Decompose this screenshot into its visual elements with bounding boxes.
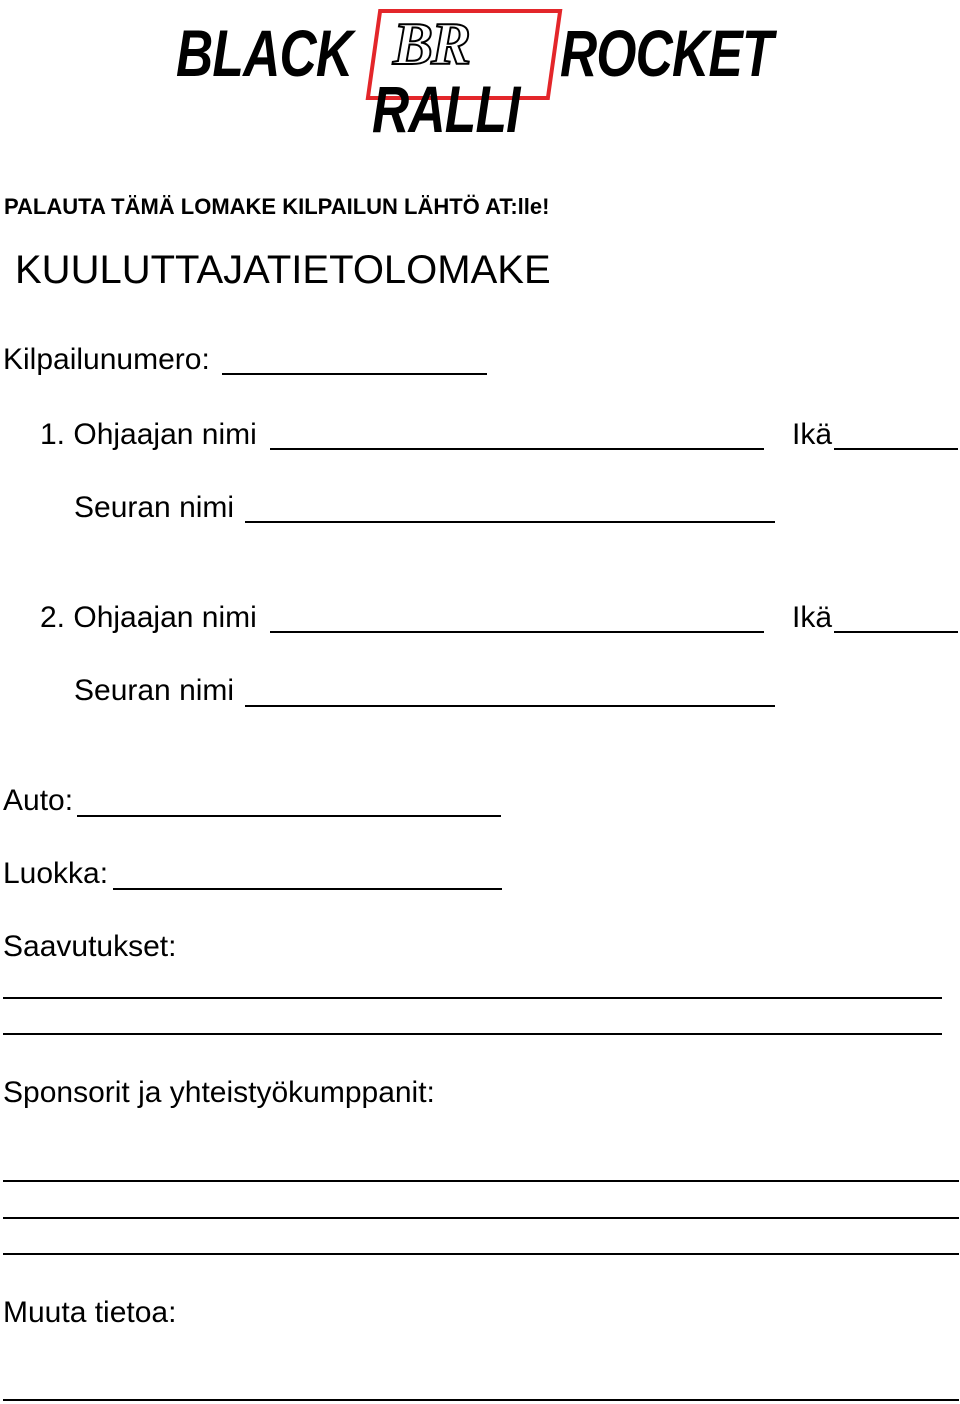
achievements-line-1[interactable] (3, 997, 942, 999)
logo-monogram: BR (393, 11, 470, 77)
logo-word-black: BLACK (176, 16, 353, 90)
achievements-label: Saavutukset: (3, 930, 177, 963)
car-field[interactable] (77, 815, 501, 817)
class-label: Luokka: (3, 857, 109, 890)
sponsors-line-2[interactable] (3, 1217, 959, 1219)
car-label: Auto: (3, 784, 74, 817)
sponsors-line-1[interactable] (3, 1180, 959, 1182)
return-notice: PALAUTA TÄMÄ LOMAKE KILPAILUN LÄHTÖ AT:lle! (4, 194, 550, 219)
other-info-label: Muuta tietoa: (3, 1296, 177, 1329)
achievements-line-2[interactable] (3, 1033, 942, 1035)
driver2-name-field[interactable] (270, 631, 764, 633)
driver1-age-label: Ikä (792, 418, 833, 451)
driver1-name-label: 1. Ohjaajan nimi (40, 418, 257, 451)
driver2-name-label: 2. Ohjaajan nimi (40, 601, 257, 634)
driver1-club-field[interactable] (245, 521, 775, 523)
driver1-age-field[interactable] (834, 448, 958, 450)
driver2-club-field[interactable] (245, 705, 775, 707)
logo-word-ralli: RALLI (372, 72, 520, 146)
competition-number-field[interactable] (222, 373, 487, 375)
class-field[interactable] (113, 888, 502, 890)
other-info-line-1[interactable] (3, 1399, 959, 1401)
logo-word-rocket: ROCKET (560, 16, 773, 90)
form-title: KUULUTTAJATIETOLOMAKE (15, 248, 551, 292)
driver1-name-field[interactable] (270, 448, 764, 450)
competition-number-label: Kilpailunumero: (3, 343, 210, 376)
sponsors-label: Sponsorit ja yhteistyökumppanit: (3, 1076, 435, 1109)
driver1-club-label: Seuran nimi (74, 491, 235, 524)
sponsors-line-3[interactable] (3, 1253, 959, 1255)
driver2-age-label: Ikä (792, 601, 833, 634)
driver2-age-field[interactable] (834, 631, 958, 633)
driver2-club-label: Seuran nimi (74, 674, 235, 707)
